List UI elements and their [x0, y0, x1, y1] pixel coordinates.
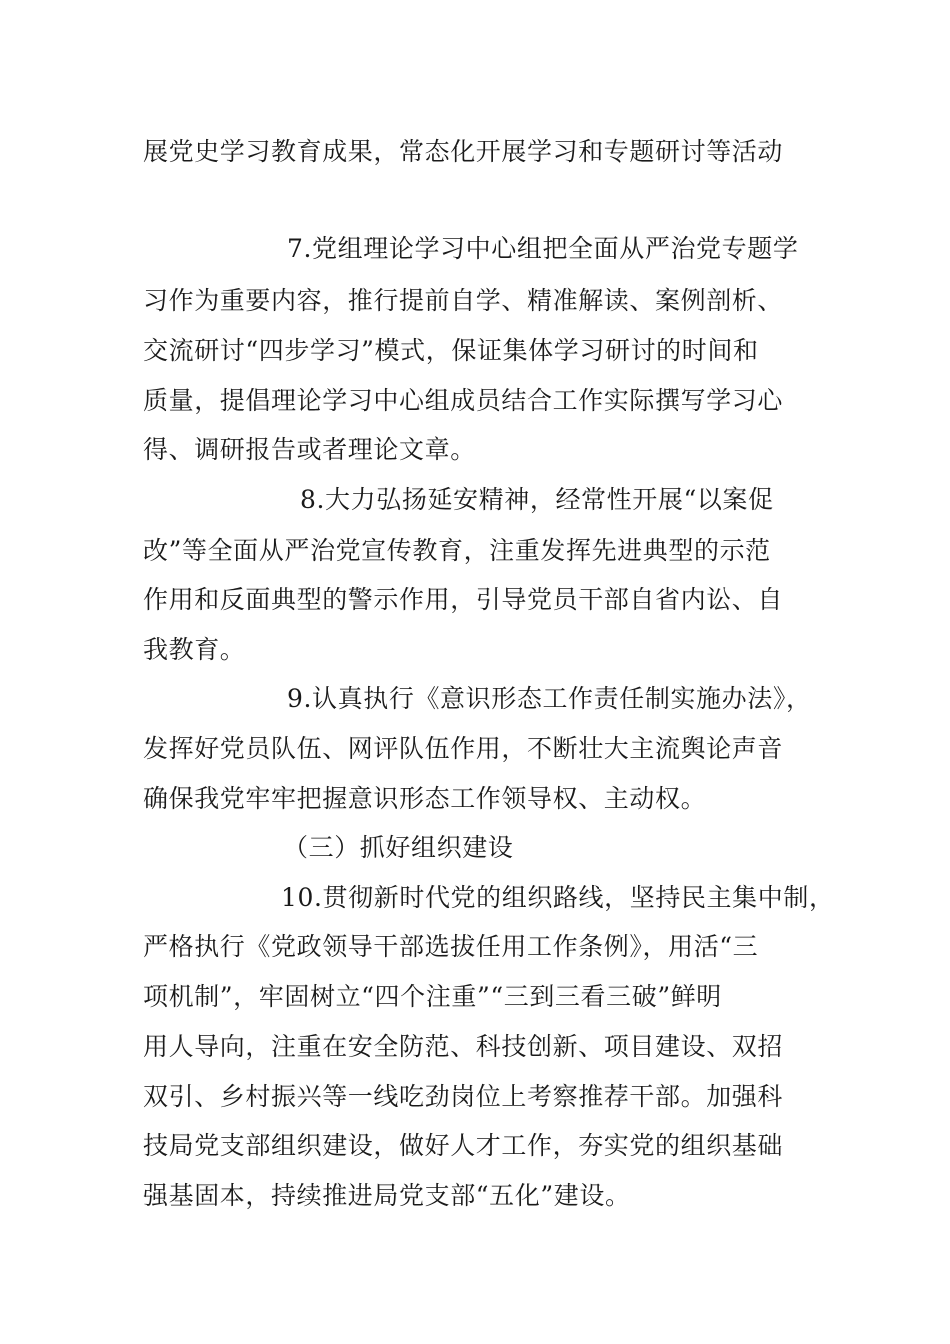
- text-line: 技局党支部组织建设，做好人才工作，夯实党的组织基础: [143, 1131, 784, 1160]
- text-line: 习作为重要内容，推行提前自学、精准解读、案例剖析、: [143, 286, 784, 315]
- text-line: 交流研讨“四步学习”模式，保证集体学习研讨的时间和: [143, 336, 759, 365]
- paragraph-7-first-line: 7.党组理论学习中心组把全面从严治党专题学: [287, 234, 799, 263]
- text-line: 确保我党牢牢把握意识形态工作领导权、主动权。: [143, 784, 707, 813]
- text-line: 质量，提倡理论学习中心组成员结合工作实际撰写学习心: [143, 386, 784, 415]
- text-line: 双引、乡村振兴等一线吃劲岗位上考察推荐干部。加强科: [143, 1082, 784, 1111]
- text-line: 严格执行《党政领导干部选拔任用工作条例》，用活“三: [143, 932, 759, 961]
- paragraph-10-first-line: 10.贯彻新时代党的组织路线，坚持民主集中制，: [281, 883, 835, 912]
- text-line: 强基固本，持续推进局党支部“五化”建设。: [143, 1181, 631, 1210]
- paragraph-9-first-line: 9.认真执行《意识形态工作责任制实施办法》，: [287, 684, 812, 713]
- text-line: 改”等全面从严治党宣传教育，注重发挥先进典型的示范: [143, 536, 771, 565]
- text-line: 我教育。: [143, 635, 246, 664]
- section-heading: （三）抓好组织建设: [283, 833, 514, 862]
- text-line: 用人导向，注重在安全防范、科技创新、项目建设、双招: [143, 1032, 784, 1061]
- text-line: 项机制”，牢固树立“四个注重”“三到三看三破”鲜明: [143, 982, 722, 1011]
- text-line: 发挥好党员队伍、网评队伍作用，不断壮大主流舆论声音: [143, 734, 784, 763]
- paragraph-8-first-line: 8.大力弘扬延安精神，经常性开展“以案促: [300, 485, 774, 514]
- text-line: 得、调研报告或者理论文章。: [143, 435, 476, 464]
- text-line: 展党史学习教育成果，常态化开展学习和专题研讨等活动: [143, 137, 784, 166]
- text-line: 作用和反面典型的警示作用，引导党员干部自省内讼、自: [143, 585, 784, 614]
